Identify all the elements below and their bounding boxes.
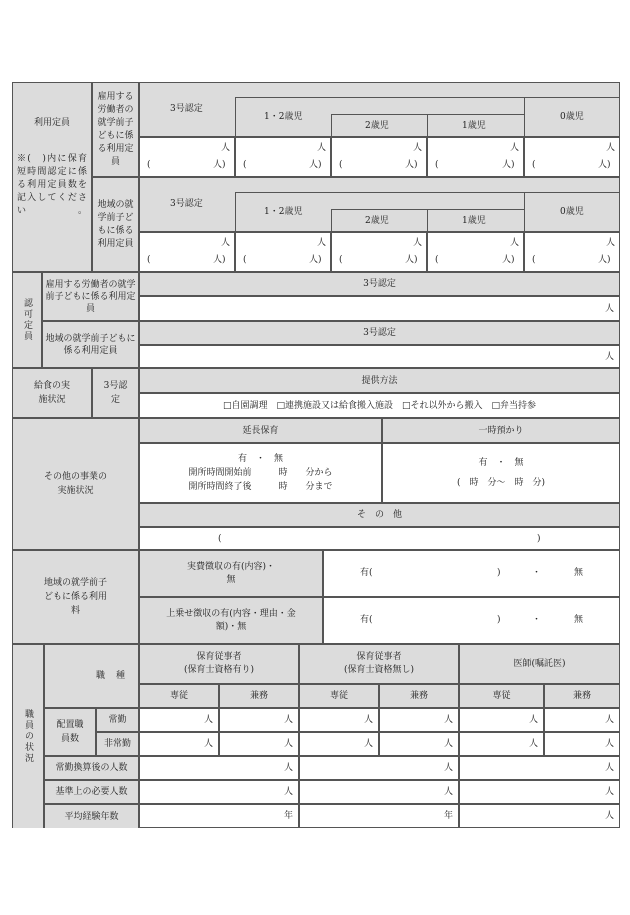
local-vline-a [235, 192, 236, 232]
short-time-paren-close: 人) [213, 160, 226, 170]
short-time-paren-close: 人) [502, 160, 515, 170]
fees-actual-yes: 有( [360, 568, 373, 578]
short-time-paren-open: ( [435, 160, 439, 170]
staff-col1-header: 保育従事者 (保育士資格有り) [139, 644, 299, 684]
auth-local-value[interactable]: 人 [139, 345, 620, 368]
unit-person: 人 [317, 238, 327, 248]
unit-person: 人 [221, 143, 231, 153]
other-paren-open: ( [218, 534, 222, 544]
unit-person: 人 [606, 238, 616, 248]
unit-person: 人 [413, 143, 423, 153]
auth-local-nintei3: 3号認定 [139, 321, 620, 345]
local-age2: 2歳児 [365, 216, 389, 226]
staff-job-type: 職 種 [44, 644, 139, 708]
employee-capacity-label: 雇用する労働者の就学前子どもに係る利用定員 [92, 82, 139, 177]
staff-col2-header: 保育従事者 (保育士資格無し) [299, 644, 459, 684]
staff-required-c2[interactable]: 人 [299, 780, 459, 804]
emp-age2: 2歳児 [365, 121, 389, 131]
emp-age12: 1・2歳児 [264, 112, 303, 122]
capacity-label-cell [12, 82, 92, 272]
staff-count-cell[interactable]: 人 [219, 708, 299, 732]
staff-count-cell[interactable]: 人 [299, 708, 379, 732]
fees-extra-dot: ・ [532, 615, 542, 625]
short-time-paren-close: 人) [502, 255, 515, 265]
fees-actual-label: 実費徴収の有(内容)・無 [139, 550, 323, 597]
short-time-paren-open: ( [532, 160, 536, 170]
unit-person: 人 [221, 238, 231, 248]
meals-label: 給食の実施状況 [12, 368, 92, 418]
local-vline-c [427, 209, 428, 232]
local-vline-d [524, 192, 525, 232]
local-vline-b [331, 209, 332, 232]
short-time-paren-close: 人) [598, 160, 611, 170]
staff-c3-parttime: 兼務 [544, 684, 620, 708]
other-label: そ の 他 [139, 503, 620, 527]
staff-regular-label: 常勤 [96, 708, 139, 732]
local-age0: 0歳児 [560, 207, 584, 217]
temp-yn: 有 ・ 無 [478, 458, 524, 468]
staff-c1-parttime: 兼務 [219, 684, 299, 708]
meals-options[interactable]: □自園調理 □連携施設又は給食搬入施設 □それ以外から搬入 □弁当持参 [139, 393, 620, 418]
meals-nintei: 3号認定 [92, 368, 139, 418]
staff-count-cell[interactable]: 人 [544, 708, 620, 732]
staff-count-cell[interactable]: 人 [459, 732, 544, 756]
fees-actual-no: 無 [574, 568, 584, 578]
staff-c3-fulltime: 専従 [459, 684, 544, 708]
staff-count-cell[interactable]: 人 [219, 732, 299, 756]
local-age1: 1歳児 [462, 216, 486, 226]
staff-count-cell[interactable]: 人 [379, 708, 459, 732]
short-time-paren-open: ( [147, 255, 151, 265]
unit-person: 人 [317, 143, 327, 153]
other-value[interactable] [139, 527, 620, 550]
auth-local-label: 地域の就学前子どもに係る利用定員 [42, 321, 139, 368]
temp-time: ( 時 分～ 時 分) [456, 478, 546, 488]
short-time-paren-close: 人) [309, 255, 322, 265]
emp-age1: 1歳児 [462, 121, 486, 131]
staff-count-cell[interactable]: 人 [139, 732, 219, 756]
staff-count-cell[interactable]: 人 [299, 732, 379, 756]
auth-emp-nintei3: 3号認定 [139, 272, 620, 296]
staff-converted-c1[interactable]: 人 [139, 756, 299, 780]
short-time-paren-open: ( [339, 255, 343, 265]
staff-label: 職員の状況 [12, 644, 44, 828]
short-time-paren-close: 人) [598, 255, 611, 265]
staff-experience-label: 平均経験年数 [44, 804, 139, 828]
staff-count-cell[interactable]: 人 [139, 708, 219, 732]
staff-converted-c3[interactable]: 人 [459, 756, 620, 780]
auth-employee-label: 雇用する労働者の就学前子どもに係る利用定員 [42, 272, 139, 321]
staff-col3-header: 医師(嘱託医) [459, 644, 620, 684]
other-services-label: その他の事業の実施状況 [12, 418, 139, 550]
short-time-paren-close: 人) [405, 255, 418, 265]
staff-required-label: 基準上の必要人数 [44, 780, 139, 804]
short-time-paren-close: 人) [213, 255, 226, 265]
short-time-paren-close: 人) [405, 160, 418, 170]
local-line-top [235, 192, 620, 193]
emp-vline-b [331, 114, 332, 137]
staff-c1-fulltime: 専従 [139, 684, 219, 708]
staff-experience-c1[interactable]: 年 [139, 804, 299, 828]
short-time-paren-close: 人) [309, 160, 322, 170]
emp-vline-d [524, 97, 525, 137]
extended-care-detail[interactable] [139, 443, 382, 503]
short-time-paren-open: ( [147, 160, 151, 170]
emp-line-top [235, 97, 620, 98]
short-time-paren-open: ( [435, 255, 439, 265]
extended-care-label: 延長保育 [139, 418, 382, 443]
unit-person: 人 [606, 143, 616, 153]
staff-experience-c2[interactable]: 年 [299, 804, 459, 828]
fees-actual-close: ) [497, 568, 501, 578]
staff-count-cell[interactable]: 人 [544, 732, 620, 756]
fees-extra-label: 上乗せ徴収の有(内容・理由・金額)・無 [139, 597, 323, 644]
staff-c2-parttime: 兼務 [379, 684, 459, 708]
unit-person: 人 [413, 238, 423, 248]
capacity-label: 利用定員 [33, 117, 70, 128]
staff-c2-fulltime: 専従 [299, 684, 379, 708]
other-paren-close: ) [537, 534, 541, 544]
unit-person: 人 [510, 143, 520, 153]
emp-vline-a [235, 97, 236, 137]
extended-yn: 有 ・ 無 [237, 454, 283, 464]
emp-nintei3: 3号認定 [170, 104, 203, 114]
authorized-label: 認可定員 [12, 272, 42, 368]
staff-experience-c3[interactable]: 人 [459, 804, 620, 828]
staff-nonregular-label: 非常勤 [96, 732, 139, 756]
fees-actual-dot: ・ [532, 568, 542, 578]
auth-emp-value[interactable]: 人 [139, 296, 620, 321]
staff-required-c3[interactable]: 人 [459, 780, 620, 804]
fees-extra-no: 無 [574, 615, 584, 625]
capacity-note: ※( )内に保育短時間認定に係る利用定員数を記入してください。 [17, 153, 87, 216]
short-time-paren-open: ( [243, 255, 247, 265]
temp-care-label: 一時預かり [382, 418, 620, 443]
fees-extra-yes: 有( [360, 615, 373, 625]
extended-after: 開所時間終了後 時 分まで [188, 482, 333, 492]
unit-person: 人 [510, 238, 520, 248]
staff-converted-label: 常勤換算後の人数 [44, 756, 139, 780]
short-time-paren-open: ( [532, 255, 536, 265]
local-age12: 1・2歳児 [264, 207, 303, 217]
emp-vline-c [427, 114, 428, 137]
short-time-paren-open: ( [339, 160, 343, 170]
short-time-paren-open: ( [243, 160, 247, 170]
staff-count-cell[interactable]: 人 [459, 708, 544, 732]
meals-method-label: 提供方法 [139, 368, 620, 393]
emp-age0: 0歳児 [560, 112, 584, 122]
local-capacity-label: 地域の就学前子どもに係る利用定員 [92, 177, 139, 272]
extended-before: 開所時間開始前 時 分から [188, 468, 333, 478]
staff-count-cell[interactable]: 人 [379, 732, 459, 756]
staff-assigned-label: 配置職員数 [44, 708, 96, 756]
staff-converted-c2[interactable]: 人 [299, 756, 459, 780]
temp-care-detail[interactable] [382, 443, 620, 503]
staff-required-c1[interactable]: 人 [139, 780, 299, 804]
fees-extra-close: ) [497, 615, 501, 625]
local-nintei3: 3号認定 [170, 199, 203, 209]
fees-label: 地域の就学前子どもに係る利用料 [12, 550, 139, 644]
